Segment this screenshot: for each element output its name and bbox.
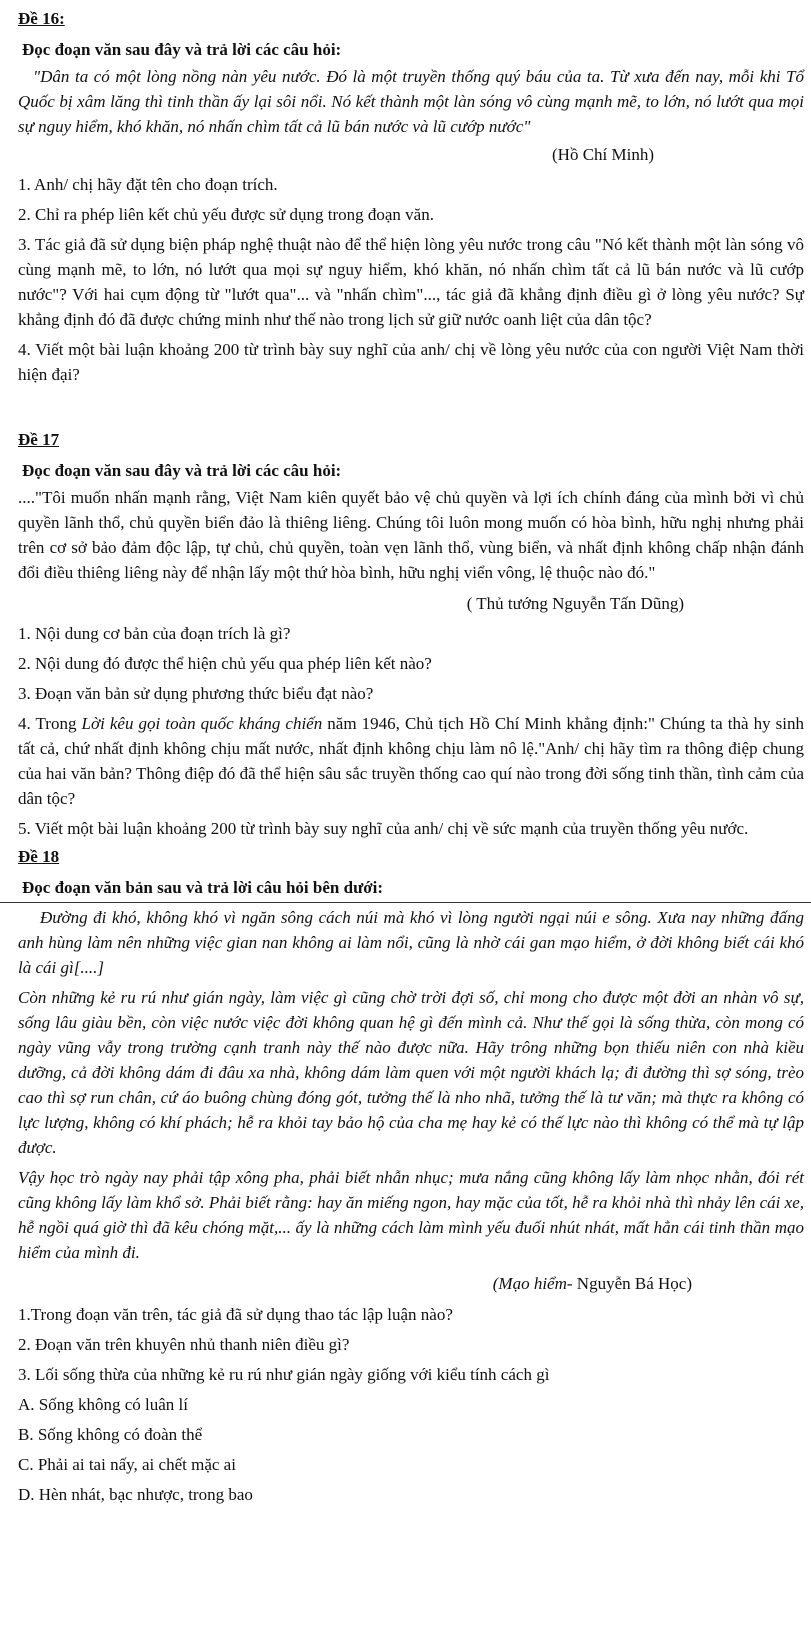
de17-question-5: 5. Viết một bài luận khoảng 200 từ trình bày suy nghĩ của anh/ chị về sức mạnh của truyền thống yêu nước.: [18, 819, 749, 838]
de16-passage: "Dân ta có một lòng nồng nàn yêu nước. Đó là một truyền thống quý báu của ta. Từ xưa đến nay, mỗi khi Tổ Quốc bị xâm lăng thì tinh thần ấy lại sôi nổi. Nó kết thành một làn sóng vô cùng mạnh mẽ, to lớn, nó lướt qua mọi sự nguy hiểm, khó khăn, nó nhấn chìm tất cả lũ bán nước và lũ cướp nước": [18, 67, 804, 136]
de18-source: [18, 1271, 804, 1296]
de16-heading: Đề 16:: [18, 9, 65, 28]
de16-instruction: Đọc đoạn văn sau đây và trả lời các câu hỏi:: [22, 40, 342, 59]
de18-question-1: 1.Trong đoạn văn trên, tác giả đã sử dụng thao tác lập luận nào?: [18, 1305, 453, 1324]
de18-question-3: 3. Lối sống thừa của những kẻ ru rú như gián ngày giống với kiểu tính cách gì: [18, 1365, 550, 1384]
de17-source: ( Thủ tướng Nguyễn Tấn Dũng): [466, 594, 684, 613]
de16-question-4: 4. Viết một bài luận khoảng 200 từ trình bày suy nghĩ của anh/ chị về lòng yêu nước của con người Việt Nam thời hiện đại?: [18, 340, 804, 384]
de17-passage: ...."Tôi muốn nhấn mạnh rằng, Việt Nam kiên quyết bảo vệ chủ quyền và lợi ích chính đáng của mình bởi vì chủ quyền lãnh thổ, chủ quyền biển đảo là thiêng liêng. Chúng tôi luôn mong muốn có hòa bình, hữu nghị nhưng phải trên cơ sở bảo đảm độc lập, tự chủ, chủ quyền, toàn vẹn lãnh thổ, vùng biển, và nhất định không chấp nhận đánh đổi điều thiêng liêng này để nhận lấy một thứ hòa bình, hữu nghị viển vông, lệ thuộc nào đó.": [18, 488, 804, 582]
divider-line: [0, 902, 811, 903]
de17-question-1: 1. Nội dung cơ bản của đoạn trích là gì?: [18, 624, 291, 643]
de18-option-c: C. Phải ai tai nấy, ai chết mặc ai: [18, 1455, 236, 1474]
de16-question-1: 1. Anh/ chị hãy đặt tên cho đoạn trích.: [18, 175, 278, 194]
de18-option-b: B. Sống không có đoàn thể: [18, 1425, 203, 1444]
de18-paragraph-3: Vậy học trò ngày nay phải tập xông pha, phải biết nhẫn nhục; mưa nắng cũng không lấy làm nhọc nhằn, đói rét cũng không lấy làm khổ sở. Phải biết rằng: hay ăn miếng ngon, hay mặc của tốt, hễ ra khỏi nhà thì nhảy lên cái xe, hễ ngồi quá giờ thì đã kêu chóng mặt,... ấy là những cách làm mình yếu đuối nhút nhát, mất hẳn cái tinh thần mạo hiểm của mình đi.: [18, 1168, 804, 1262]
de18-option-a: A. Sống không có luân lí: [18, 1395, 188, 1414]
de16-question-2: 2. Chỉ ra phép liên kết chủ yếu được sử dụng trong đoạn văn.: [18, 205, 434, 224]
de18-source-title: (Mạo hiểm-: [492, 1274, 573, 1293]
de18-instruction: Đọc đoạn văn bản sau và trả lời câu hỏi bên dưới:: [22, 878, 384, 897]
de18-question-2: 2. Đoạn văn trên khuyên nhủ thanh niên điều gì?: [18, 1335, 350, 1354]
de17-question-2: 2. Nội dung đó được thể hiện chủ yếu qua phép liên kết nào?: [18, 654, 432, 673]
de18-paragraph-2: Còn những kẻ ru rú như gián ngày, làm việc gì cũng chờ trời đợi số, chỉ mong cho được một đời an nhàn vô sự, sống lâu giàu bền, còn việc nước việc đời không quan hệ gì đến mình cả. Như thế gọi là sống thừa, còn mong có ngày vũng vẫy trong trường cạnh tranh này thế nào được nữa. Hãy trông những bọn thiếu niên con nhà kiều dưỡng, cả đời không dám đi đâu xa nhà, không dám làm quen với một người khách lạ; đi đường thì sợ sóng, trèo cao thì sợ run chân, cứ áo buông chùng đóng gót, tưởng thế là nho nhã, tưởng thế là tư văn; mà thực ra không có lực lượng, không có khí phách; hễ ra khỏi tay bảo hộ của cha mẹ hay kẻ có thế lực nào thì không có thể mà tự lập được.: [18, 988, 804, 1157]
de18-paragraph-1: Đường đi khó, không khó vì ngăn sông cách núi mà khó vì lòng người ngại núi e sông. Xưa nay những đấng anh hùng làm nên những việc gian nan không ai làm nổi, cũng là nhờ cái gan mạo hiểm, ở đời không biết cái khó là cái gì[....]: [18, 908, 804, 977]
de16-question-3: 3. Tác giả đã sử dụng biện pháp nghệ thuật nào để thể hiện lòng yêu nước trong câu "Nó kết thành một làn sóng vô cùng mạnh mẽ, to lớn, nó lướt qua mọi sự nguy hiểm, khó khăn, nó nhấn chìm tất cả lũ bán nước và lũ cướp nước"? Với hai cụm động từ "lướt qua"... và "nhấn chìm"..., tác giả đã khẳng định điều gì ở lòng yêu nước? Sự khẳng định đó đã được chứng minh như thế nào trong lịch sử giữ nước oanh liệt của dân tộc?: [18, 235, 804, 329]
de17-question-4-title: Lời kêu gọi toàn quốc kháng chiến: [81, 714, 323, 733]
de17-question-4: [18, 711, 804, 811]
de17-question-4-rest: năm 1946, Chủ tịch Hồ Chí Minh khẳng định:" Chúng ta thà hy sinh tất cả, chứ nhất định không chịu mất nước, nhất định không chịu làm nô lệ."Anh/ chị hãy tìm ra thông điệp chung của hai văn bản? Thông điệp đó đã thể hiện sâu sắc truyền thống cao quí nào trong đời sống tinh thần, tình cảm của dân tộc?: [18, 714, 804, 808]
de17-question-3: 3. Đoạn văn bản sử dụng phương thức biểu đạt nào?: [18, 684, 374, 703]
de18-heading: Đề 18: [18, 847, 60, 866]
de17-instruction: Đọc đoạn văn sau đây và trả lời các câu hỏi:: [22, 461, 342, 480]
de16-source: (Hồ Chí Minh): [552, 145, 654, 164]
de18-option-d: D. Hèn nhát, bạc nhược, trong bao: [18, 1485, 253, 1504]
de17-question-4-prefix: 4. Trong: [18, 714, 82, 733]
document-page: [18, 6, 804, 1507]
de18-source-author: Nguyễn Bá Học): [572, 1274, 692, 1293]
de17-heading: Đề 17: [18, 430, 60, 449]
